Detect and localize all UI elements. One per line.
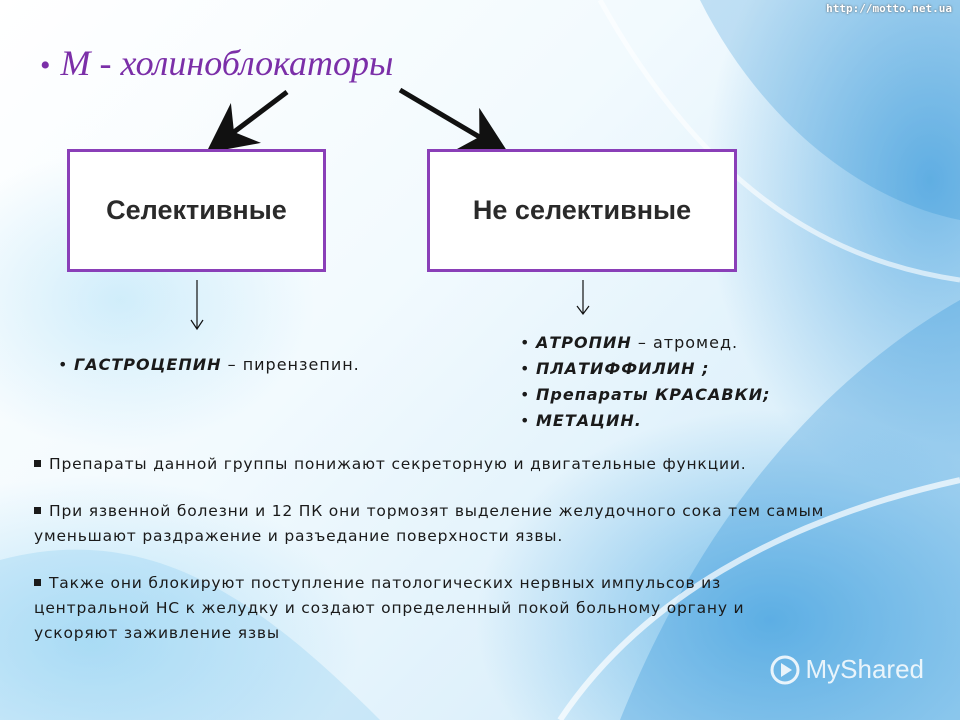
slide-title: [40, 42, 393, 84]
myshared-logo: [770, 654, 925, 685]
list-item: [520, 382, 770, 408]
note-text: Препараты данной группы понижают секреторную и двигательные функции.: [49, 455, 747, 473]
square-bullet-icon: [34, 460, 41, 467]
list-item: [520, 356, 770, 382]
drug-suffix: – пирензепин.: [221, 355, 360, 374]
drug-name: АТРОПИН: [536, 333, 632, 352]
title-bullet: •: [40, 49, 51, 82]
selective-drug-list: [58, 352, 360, 378]
play-logo-icon: [770, 655, 800, 685]
note-text: При язвенной болезни и 12 ПК они тормозят выделение желудочного сока тем самым уменьшают раздражение и разъедание поверхности язвы.: [34, 502, 825, 545]
drug-name: ГАСТРОЦЕПИН: [74, 355, 222, 374]
nonselective-box: Не селективные: [427, 149, 737, 272]
notes-section: [34, 452, 834, 668]
title-text: М - холиноблокаторы: [60, 43, 394, 83]
watermark-url: http://motto.net.ua: [826, 2, 952, 15]
list-item: [58, 352, 360, 378]
list-item: [520, 330, 770, 356]
nonselective-drug-list: [520, 330, 770, 434]
drug-name: ПЛАТИФФИЛИН ;: [536, 359, 710, 378]
selective-box: Селективные: [67, 149, 326, 272]
note-text: Также они блокируют поступление патологических нервных импульсов из центральной НС к желудку и создают определенный покой больному органу и ускоряют заживление язвы: [34, 574, 745, 642]
square-bullet-icon: [34, 507, 41, 514]
list-item: [520, 408, 770, 434]
square-bullet-icon: [34, 579, 41, 586]
note-paragraph: [34, 571, 834, 646]
drug-suffix: – атромед.: [631, 333, 739, 352]
logo-text: MyShared: [805, 654, 924, 684]
note-paragraph: [34, 499, 834, 549]
note-paragraph: [34, 452, 834, 477]
drug-name: МЕТАЦИН.: [536, 411, 642, 430]
drug-name: Препараты КРАСАВКИ;: [536, 385, 771, 404]
